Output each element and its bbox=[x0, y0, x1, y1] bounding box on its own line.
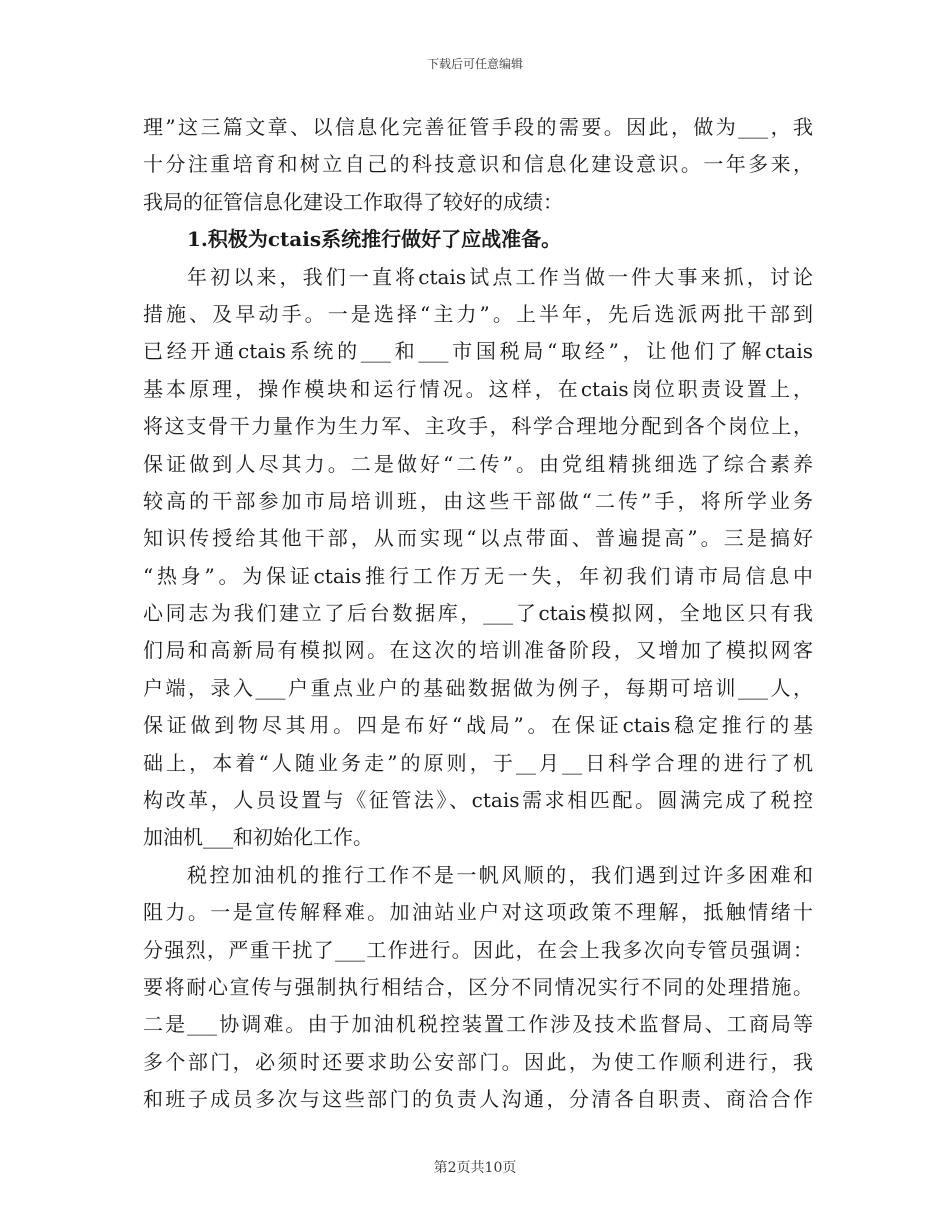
text-line: 十分注重培育和树立自己的科技意识和信息化建设意识。一年多来， bbox=[143, 152, 813, 177]
text-line: 已经开通ctais系统的___和___市国税局“取经”，让他们了解ctais bbox=[143, 339, 813, 364]
page-number: 第2页共10页 bbox=[433, 1160, 517, 1176]
text-line: 构改革，人员设置与《征管法》、ctais需求相匹配。圆满完成了税控 bbox=[143, 788, 813, 813]
text-line: 加油机___和初始化工作。 bbox=[143, 825, 373, 850]
text-line: 保证做到人尽其力。二是做好“二传”。由党组精挑细选了综合素养 bbox=[143, 451, 813, 476]
text-line: 户端，录入___户重点业户的基础数据做为例子，每期可培训___人， bbox=[143, 675, 813, 700]
text-line: 要将耐心宣传与强制执行相结合，区分不同情况实行不同的处理措施。 bbox=[143, 974, 813, 999]
text-line: 我局的征管信息化建设工作取得了较好的成绩： bbox=[143, 189, 563, 214]
text-line: 和班子成员多次与这些部门的负责人沟通，分清各自职责、商洽合作 bbox=[143, 1087, 813, 1112]
section-heading: 1.积极为ctais系统推行做好了应战准备。 bbox=[187, 227, 562, 252]
paragraph-first-line: 税控加油机的推行工作不是一帆风顺的，我们遇到过许多困难和 bbox=[187, 862, 813, 887]
text-line: 础上，本着“人随业务走”的原则，于__月__日科学合理的进行了机 bbox=[143, 750, 813, 775]
text-line: 分强烈，严重干扰了___工作进行。因此，在会上我多次向专管员强调： bbox=[143, 937, 813, 962]
text-line: 保证做到物尽其用。四是布好“战局”。在保证ctais稳定推行的基 bbox=[143, 713, 813, 738]
document-body bbox=[143, 109, 813, 1119]
text-line: 将这支骨干力量作为生力军、主攻手，科学合理地分配到各个岗位上， bbox=[143, 414, 813, 439]
text-line: “热身”。为保证ctais推行工作万无一失，年初我们请市局信息中 bbox=[143, 563, 813, 588]
text-line: 们局和高新局有模拟网。在这次的培训准备阶段，又增加了模拟网客 bbox=[143, 638, 813, 663]
text-line: 多个部门，必须时还要求助公安部门。因此，为使工作顺利进行，我 bbox=[143, 1049, 813, 1074]
text-line: 二是___协调难。由于加油机税控装置工作涉及技术监督局、工商局等 bbox=[143, 1012, 813, 1037]
text-line: 心同志为我们建立了后台数据库，___了ctais模拟网，全地区只有我 bbox=[143, 601, 813, 626]
text-line: 措施、及早动手。一是选择“主力”。上半年，先后选派两批干部到 bbox=[143, 301, 813, 326]
text-line: 理”这三篇文章、以信息化完善征管手段的需要。因此，做为___，我 bbox=[143, 115, 813, 139]
paragraph-first-line: 年初以来，我们一直将ctais试点工作当做一件大事来抓，讨论 bbox=[187, 264, 813, 289]
text-line: 基本原理，操作模块和运行情况。这样，在ctais岗位职责设置上， bbox=[143, 376, 813, 401]
text-line: 阻力。一是宣传解释难。加油站业户对这项政策不理解，抵触情绪十 bbox=[143, 900, 813, 925]
page-header: 下载后可任意编辑 bbox=[426, 57, 523, 71]
text-line: 较高的干部参加市局培训班，由这些干部做“二传”手，将所学业务 bbox=[143, 488, 813, 513]
text-line: 知识传授给其他干部，从而实现“以点带面、普遍提高”。三是搞好 bbox=[143, 526, 813, 551]
